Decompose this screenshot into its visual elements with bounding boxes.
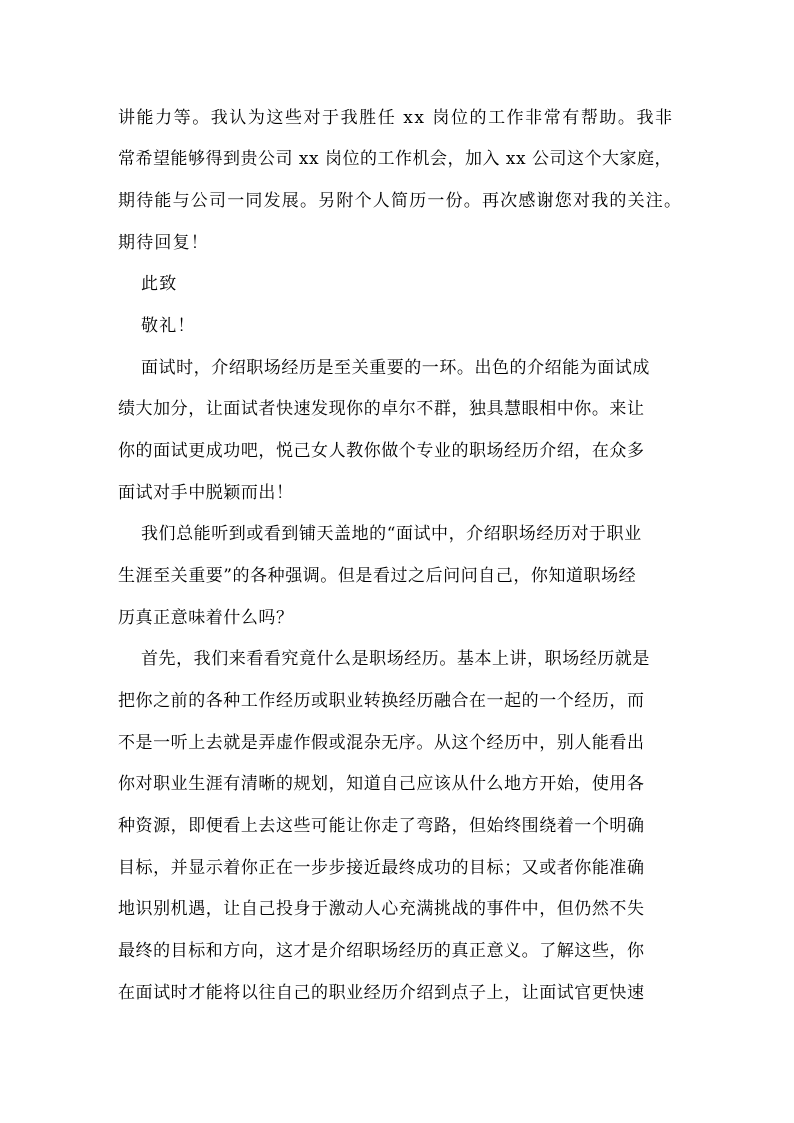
text-line: 最终的目标和方向，这才是介绍职场经历的真正意义。了解这些，你 <box>118 941 645 961</box>
text-line: 在面试时才能将以往自己的职业经历介绍到点子上，让面试官更快速 <box>118 983 645 1003</box>
text-line: 地识别机遇，让自己投身于激动人心充满挑战的事件中，但仍然不失 <box>118 899 645 919</box>
text-line: 目标，并显示着你正在一步步接近最终成功的目标；又或者你能准确 <box>118 858 645 878</box>
text-line: 你的面试更成功吧，悦己女人教你做个专业的职场经历介绍，在众多 <box>118 441 645 461</box>
text-line: 面试时，介绍职场经历是至关重要的一环。出色的介绍能为面试成 <box>141 358 650 378</box>
text-line: 你对职业生涯有清晰的规划，知道自己应该从什么地方开始，使用各 <box>118 774 645 794</box>
text-line: 不是一听上去就是弄虚作假或混杂无序。从这个经历中，别人能看出 <box>118 733 645 753</box>
text-line: 首先，我们来看看究竟什么是职场经历。基本上讲，职场经历就是 <box>141 649 650 669</box>
text-line: 把你之前的各种工作经历或职业转换经历融合在一起的一个经历，而 <box>118 691 645 711</box>
text-line: 生涯至关重要”的各种强调。但是看过之后问问自己，你知道职场经 <box>118 566 637 586</box>
text-line: 期待回复！ <box>118 233 209 253</box>
closing-salutation: 此致 <box>141 274 178 294</box>
text-line: 我们总能听到或看到铺天盖地的“面试中，介绍职场经历对于职业 <box>141 524 642 544</box>
text-line: 讲能力等。我认为这些对于我胜任 xx 岗位的工作非常有帮助。我非 <box>118 108 674 128</box>
text-line: 绩大加分，让面试者快速发现你的卓尔不群，独具慧眼相中你。来让 <box>118 399 645 419</box>
text-line: 常希望能够得到贵公司 xx 岗位的工作机会，加入 xx 公司这个大家庭， <box>118 149 672 169</box>
text-line: 历真正意味着什么吗？ <box>118 608 294 628</box>
closing-regards: 敬礼！ <box>141 316 196 336</box>
text-line: 种资源，即便看上去这些可能让你走了弯路，但始终围绕着一个明确 <box>118 816 645 836</box>
text-line: 期待能与公司一同发展。另附个人简历一份。再次感谢您对我的关注。 <box>118 191 683 211</box>
text-line: 面试对手中脱颖而出！ <box>118 483 294 503</box>
